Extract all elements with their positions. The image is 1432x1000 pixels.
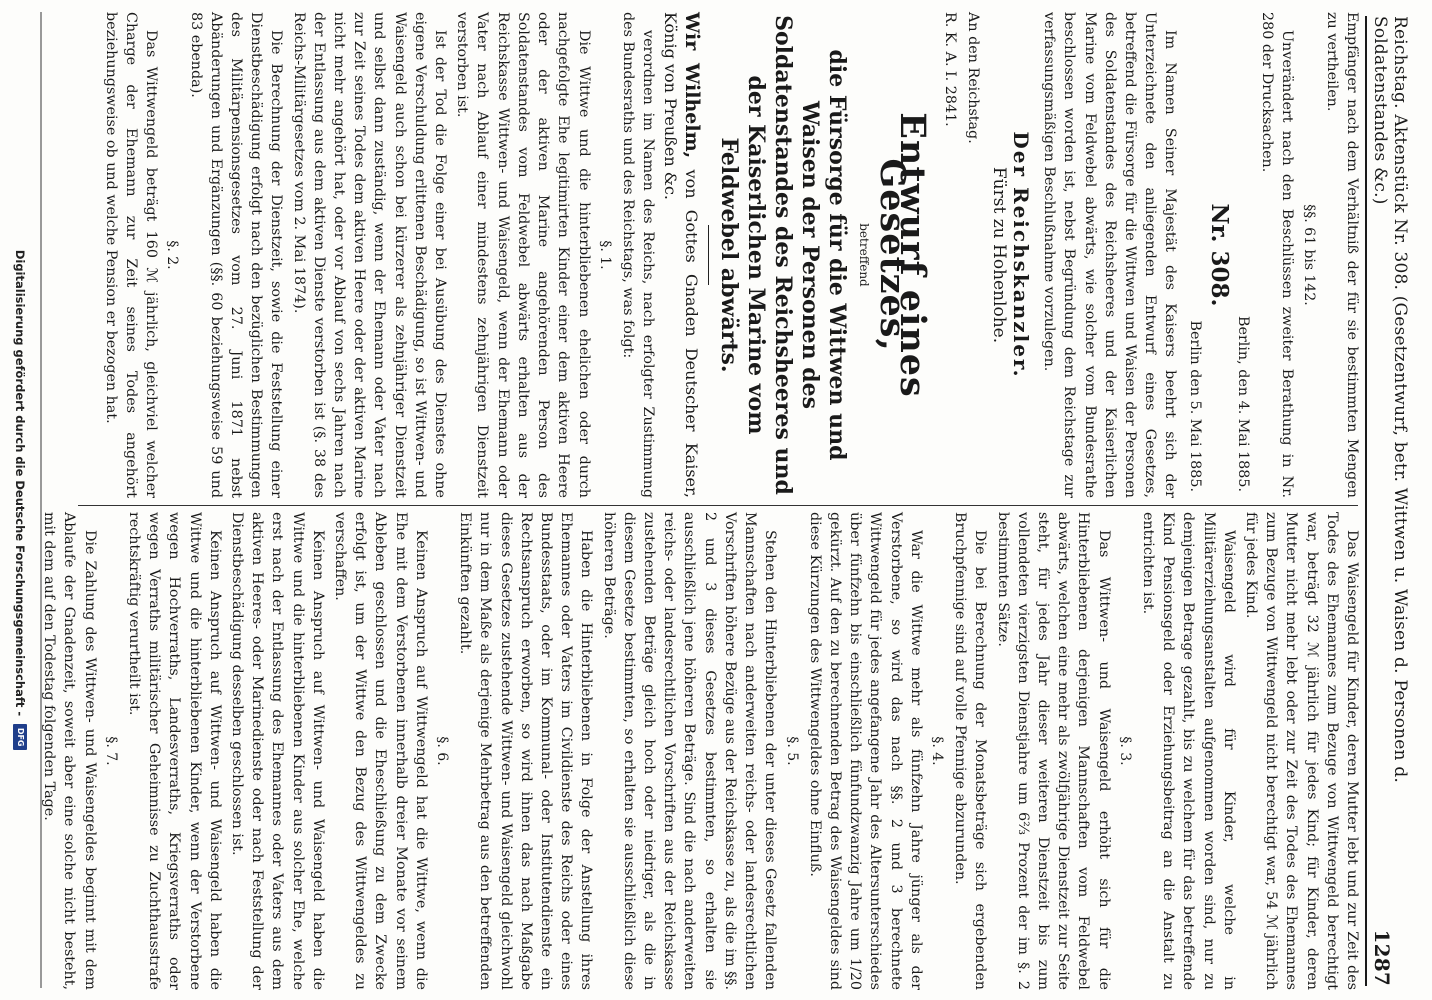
section-heading: §. 7.: [102, 736, 119, 766]
law-subject-title: die Fürsorge für die Wittwen und Waisen der Personen des Soldatenstandes des Reichsheeres und der Kaiserlichen Marine vom Feldwebel abwärts.: [715, 15, 850, 495]
scan-edge-line: [40, 12, 42, 988]
separator-line: [708, 225, 709, 285]
document-number-heading: Nr. 308.: [1205, 203, 1233, 307]
reference-number: R. K. A. I. 2841.: [942, 12, 959, 127]
paragraph: Die Wittwe und die hinterbliebenen ehelichen oder durch nachgefolgte Ehe legitimirten Kinder einer dem aktiven Heere oder der aktiven Marine angehörenden Person des Soldatenstandes vom Feldwebel abwärts erhalten aus der Reichskasse Wittwen- und Waisengeld, wenn der Ehemann oder Vater nach Ablauf einer mindestens zehnjährigen Dienstzeit verstorben ist.: [454, 12, 592, 498]
date-line: Berlin den 5. Mai 1885.: [1186, 320, 1203, 492]
paragraph: Die Zahlung des Wittwen- und Waisengeldes beginnt mit dem Ablaufe der Gnadenzeit, soweit aber eine solche nicht besteht, mit dem auf den Todestag folgenden Tage.: [41, 512, 98, 990]
section-heading: §. 3.: [1116, 736, 1133, 766]
paragraph: Die bei Berechnung der Monatsbeträge sich ergebenden Bruchpfennige sind auf volle Pfennige abzurunden.: [952, 512, 989, 990]
date-line: Berlin, den 4. Mai 1885.: [1234, 315, 1251, 492]
emperor-title: von Gottes Gnaden Deutscher Kaiser, König von Preußen &c.: [661, 12, 701, 498]
section-heading: §. 2.: [164, 240, 181, 270]
paragraph: Das Wittwen- und Waisengeld erhöht sich für die Hinterbliebenen derjenigen Mannschaften vom Feldwebel abwärts, welchen eine mehr als zwölfjährige Dienstzeit zur Seite steht, für jedes Jahr dieser weiteren Dienstzeit bis zum vollendeten vierzigsten Dienstjahre um 6⅔ Prozent der im §. 2 bestimmten Sätze.: [994, 512, 1112, 990]
intro-paragraph: Im Namen Seiner Majestät des Kaisers beehrt sich der Unterzeichnete den anliegenden Entwurf eines Gesetzes, betreffend die Fürsorge für die Wittwen und Waisen der Personen des Soldatenstandes des Reichsheeres und der Kaiserlichen Marine vom Feldwebel abwärts, wie solcher vom Bundesrathe beschlossen worden ist, nebst Begründung dem Reichstage zur verfassungsmäßigen Beschlußnahme vorzulegen.: [1041, 12, 1179, 498]
paragraph: Keinen Anspruch auf Wittwen- und Waisengeld haben die Wittwe und die hinterbliebenen Kinder, wenn der Verstorbene wegen Hochverraths, Landesverraths, Kriegsverraths oder wegen Verraths militärischer Geheimnisse zu Zuchthausstrafe rechtskräftig verurtheilt ist.: [126, 512, 223, 990]
running-header: [1365, 16, 1412, 986]
page-number: 1287: [1370, 929, 1394, 986]
section-heading: §. 5.: [783, 736, 800, 766]
paragraph: Die Berechnung der Dienstzeit, sowie die Feststellung einer Dienstbeschädigung erfolgt nach den bezüglichen Bestimmungen des Militärpensionsgesetzes vom 27. Juni 1871 nebst Abänderungen und Ergänzungen (§§. 60 beziehungsweise 59 und 83 ebenda).: [187, 12, 285, 498]
paragraph: Das Wittwengeld beträgt 160 ℳ jährlich, gleichviel welcher Charge der Ehemann zur Zeit seines Todes angehört beziehungsweise ob und welche Pension er bezogen hat.: [102, 12, 160, 498]
left-column: [72, 12, 1362, 498]
footer-text: Digitalisierung gefördert durch die Deutsche Forschungsgemeinschaft -: [13, 249, 27, 717]
betreffend-label: betreffend: [856, 223, 871, 287]
dfg-logo-icon: DFG: [13, 724, 27, 750]
signer-title: Der Reichskanzler.: [1008, 131, 1033, 379]
paragraph: Das Waisengeld für Kinder, deren Mutter lebt und zur Zeit des Todes des Ehemannes zum Bezuge von Wittwengeld berechtigt war, beträgt 32 ℳ jährlich für jedes Kind; für Kinder, deren Mutter nicht mehr lebt oder zur Zeit des Todes des Ehemannes zum Bezuge von Wittwengeld nicht berechtigt war, 54 ℳ jährlich für jedes Kind.: [1242, 512, 1360, 990]
section-heading: §§. 61 bis 142.: [1300, 204, 1317, 306]
addressee: An den Reichstag.: [964, 12, 981, 144]
paragraph: Keinen Anspruch auf Wittwengeld hat die Wittwe, wenn die Ehe mit dem Verstorbenen innerhalb dreier Monate vor seinem Ableben geschlossen und die Eheschließung zu dem Zwecke erfolgt ist, um der Wittwe den Bezug des Wittwengeldes zu verschaffen.: [332, 512, 429, 990]
section-heading: §. 6.: [434, 736, 451, 766]
paragraph: Waisengeld wird für Kinder, welche in Militärerziehungsanstalten aufgenommen worden sind, nur zu demjenigen Betrage gezahlt, bis zu welchem für das betreffende Kind Pensionsgeld oder Erziehungsbeitrag an die Anstalt zu entrichten ist.: [1139, 512, 1237, 990]
paragraph: Empfänger nach dem Verhältniß der für sie bestimmten Mengen zu vertheilen.: [1323, 12, 1360, 498]
signer-name: Fürst zu Hohenlohe.: [988, 166, 1009, 344]
right-column: [41, 512, 1362, 990]
draft-law-title: Entwurf eines Gesetzes,: [871, 112, 934, 398]
paragraph: War die Wittwe mehr als fünfzehn Jahre jünger als der Verstorbene, so wird das nach §§. 2 und 3 berechnete Wittwengeld für jedes angefangene Jahr des Altersunterschiedes über fünfzehn bis einschließlich fünfundzwanzig Jahre um 1/20 gekürzt. Auf den zu berechnenden Betrag des Waisengeldes sind diese Kürzungen des Wittwengeldes ohne Einfluß.: [806, 512, 924, 990]
paragraph: Haben die Hinterbliebenen in Folge der Anstellung ihres Ehemannes oder Vaters im Civildienste des Reichs oder eines Bundesstaats, oder im Kommunal- oder Institutendienste ein Rechtsanspruch erworben, so wird ihnen das nach Maßgabe dieses Gesetzes zustehende Wittwen- und Waisengeld gleichwohl nur in dem Maße als derjenige Mehrbetrag aus den betreffenden Einkünften gezahlt.: [457, 512, 595, 990]
running-head-text: Reichstag. Aktenstück Nr. 308. (Gesetzentwurf, betr. Wittwen u. Waisen d. Personen d. Soldatenstandes &c.): [1370, 16, 1410, 784]
paragraph: Stehen den Hinterbliebenen der unter dieses Gesetz fallenden Mannschaften nach anderweiten reichs- oder landesrechtlichen Vorschriften höhere Bezüge aus der Reichskasse zu, als die im §§. 2 und 3 dieses Gesetzes bestimmten, so erhalten sie ausschließlich jene höheren Beträge. Sind die nach anderweiten reichs- oder landesrechtlichen Vorschriften aus der Reichskasse zustehenden Beträge gleich hoch oder niedriger, als die in diesem Gesetze bestimmten, so erhalten sie ausschließlich diese höheren Beträge.: [600, 512, 779, 990]
paragraph: Keinen Anspruch auf Wittwen- und Waisengeld haben die Wittwe und die hinterbliebenen Kinder aus solcher Ehe, welche erst nach der Entlassung des Ehemannes oder Vaters aus dem aktiven Heeres- oder Marinedienste oder nach Feststellung der Dienstbeschädigung desselben geschlossen ist.: [229, 512, 326, 990]
emperor-name: Wir Wilhelm,: [680, 12, 703, 159]
section-heading: §. 1.: [596, 240, 613, 270]
enacting-clause: verordnen im Namen des Reichs, nach erfolgter Zustimmung des Bundesraths und des Reichstags, was folgt:: [619, 12, 657, 498]
digitization-footer: [8, 0, 32, 1000]
paragraph: Ist der Tod die Folge einer bei Ausübung des Dienstes ohne eigene Verschuldung erlittenen Beschädigung, so ist Wittwen- und Waisengeld auch schon bei kürzerer als zehnjähriger Dienstzeit und selbst dann zuständig, wenn der Ehemann oder Vater nach zur Zeit seines Todes dem aktiven Heere oder der aktiven Marine nicht mehr angehört hat, oder vor Ablauf von sechs Jahren nach der Entlassung aus dem aktiven Dienste verstorben ist (§. 38 des Reichs-Militärgesetzes vom 2. Mai 1874).: [290, 12, 449, 498]
section-heading: §. 4.: [928, 736, 945, 766]
enacting-formula: [660, 12, 701, 498]
paragraph: Unverändert nach den Beschlüssen zweiter Berathung in Nr. 280 der Drucksachen.: [1259, 12, 1296, 498]
column-divider: [78, 505, 1358, 506]
